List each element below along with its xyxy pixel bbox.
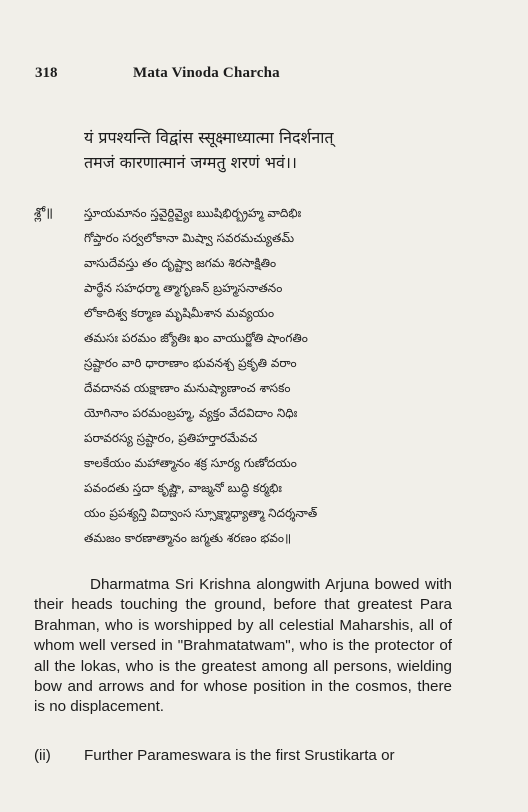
telugu-line-6: తమసః పరమం జ్యోతిః ఖం వాయుర్జోతి షాంగతిం [84,331,308,345]
telugu-line-2: గోప్తారం సర్వలోకానా మిష్వా సవరమచ్యుతమ్ [84,231,295,245]
telugu-line-10: పరావరస్య స్రష్టారం, ప్రతిహర్తారమేవచ [84,431,258,445]
telugu-line-12: పవందతు స్తదా కృష్ణౌ, వాజ్మనో బుద్ధి కర్మభిః [84,481,282,495]
telugu-line-7: స్రష్టారం వారి ధారాణాం భువనశ్చ ప్రకృతి వరాం [84,356,297,370]
telugu-line-11: కాలకేయం మహాత్మానం శక్ర సూర్య గుణోదయం [84,456,297,470]
telugu-line-13: యం ప్రపశ్యన్తి విద్వాంస స్సూక్ష్మాధ్యాత్మా నిదర్శనాత్ [84,506,318,520]
item-text: Further Parameswara is the first Srustikarta or [84,747,395,764]
telugu-line-8: దేవదానవ యక్షాణాం మనుష్యాణాంచ శాసకం [84,381,291,395]
telugu-line-1: స్తూయమానం స్తవైర్దివ్యైః ఋషిభిర్బ్రహ్మ వాదిభిః [84,206,302,220]
item-number: (ii) [34,747,51,764]
sanskrit-line-1: यं प्रपश्यन्ति विद्वांस स्सूक्ष्माध्यात्मा निदर्शनात् [84,128,334,147]
page-number: 318 [35,65,58,81]
telugu-line-3: వాసుదేవస్తు తం దృష్ట్వా జగమ శిరసాక్షితిం [84,256,277,270]
sanskrit-line-2: तमजं कारणात्मानं जग्मतु शरणं भवं।। [84,153,298,172]
sloka-label: శ్లో॥ [34,206,53,221]
telugu-line-4: పార్థేన సహధర్మా త్మాగృణన్ బ్రహ్మసనాతనం [84,281,283,295]
telugu-line-9: యోగినాం పరమంబ్రహ్మ, వ్యక్తం వేదవిదాం నిధిః [84,406,298,420]
telugu-line-5: లోకాదిశ్వ కర్మాణ మృషిమీశాన మవ్యయం [84,306,275,320]
running-head: Mata Vinoda Charcha [133,65,280,81]
telugu-line-14: తమజం కారణాత్మానం జగ్మతు శరణం భవం॥ [84,531,292,545]
paragraph-text: Dharmatma Sri Krishna alongwith Arjuna bowed with their heads touching the ground, before that greatest Para Brahman, who is worshipped by all celestial Maharshis, all of whom well versed in "Brahmatatwam", who is the protector of all the lokas, who is the greatest among all persons, wielding bow and arrows and for whose position in the cosmos, there is no displacement. [34,576,452,716]
translation-paragraph [34,575,452,718]
